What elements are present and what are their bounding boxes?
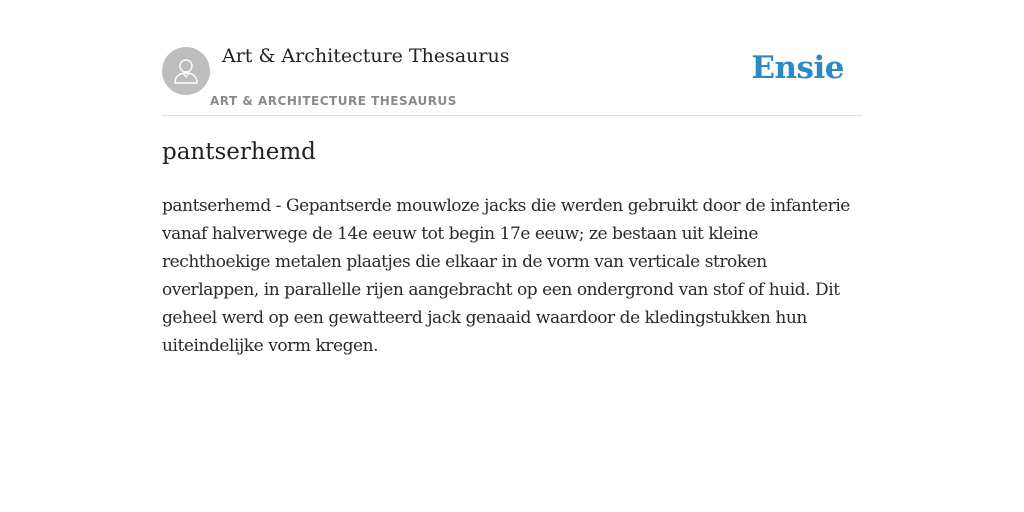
entry-title: pantserhemd [162, 139, 316, 165]
author-avatar[interactable] [162, 47, 210, 95]
entry-description: pantserhemd - Gepantserde mouwloze jacks die werden gebruikt door de infanterie vanaf halverwege de 14e eeuw tot begin 17e eeuw; ze bestaan uit kleine rechthoekige metalen plaatjes die elkaar in de vorm van verticale stroken overlappen, in parallelle rijen aangebracht op een ondergrond van stof of huid. Dit geheel werd op een gewatteerd jack genaaid waardoor de kledingstukken hun uiteindelijke vorm kregen. [162, 196, 850, 356]
source-label[interactable]: ART & ARCHITECTURE THESAURUS [210, 94, 457, 108]
user-icon [171, 56, 201, 86]
author-name[interactable]: Art & Architecture Thesaurus [222, 45, 510, 67]
entry-header [162, 0, 862, 116]
entry-container [162, 0, 862, 356]
brand-logo[interactable]: Ensie [751, 50, 844, 86]
